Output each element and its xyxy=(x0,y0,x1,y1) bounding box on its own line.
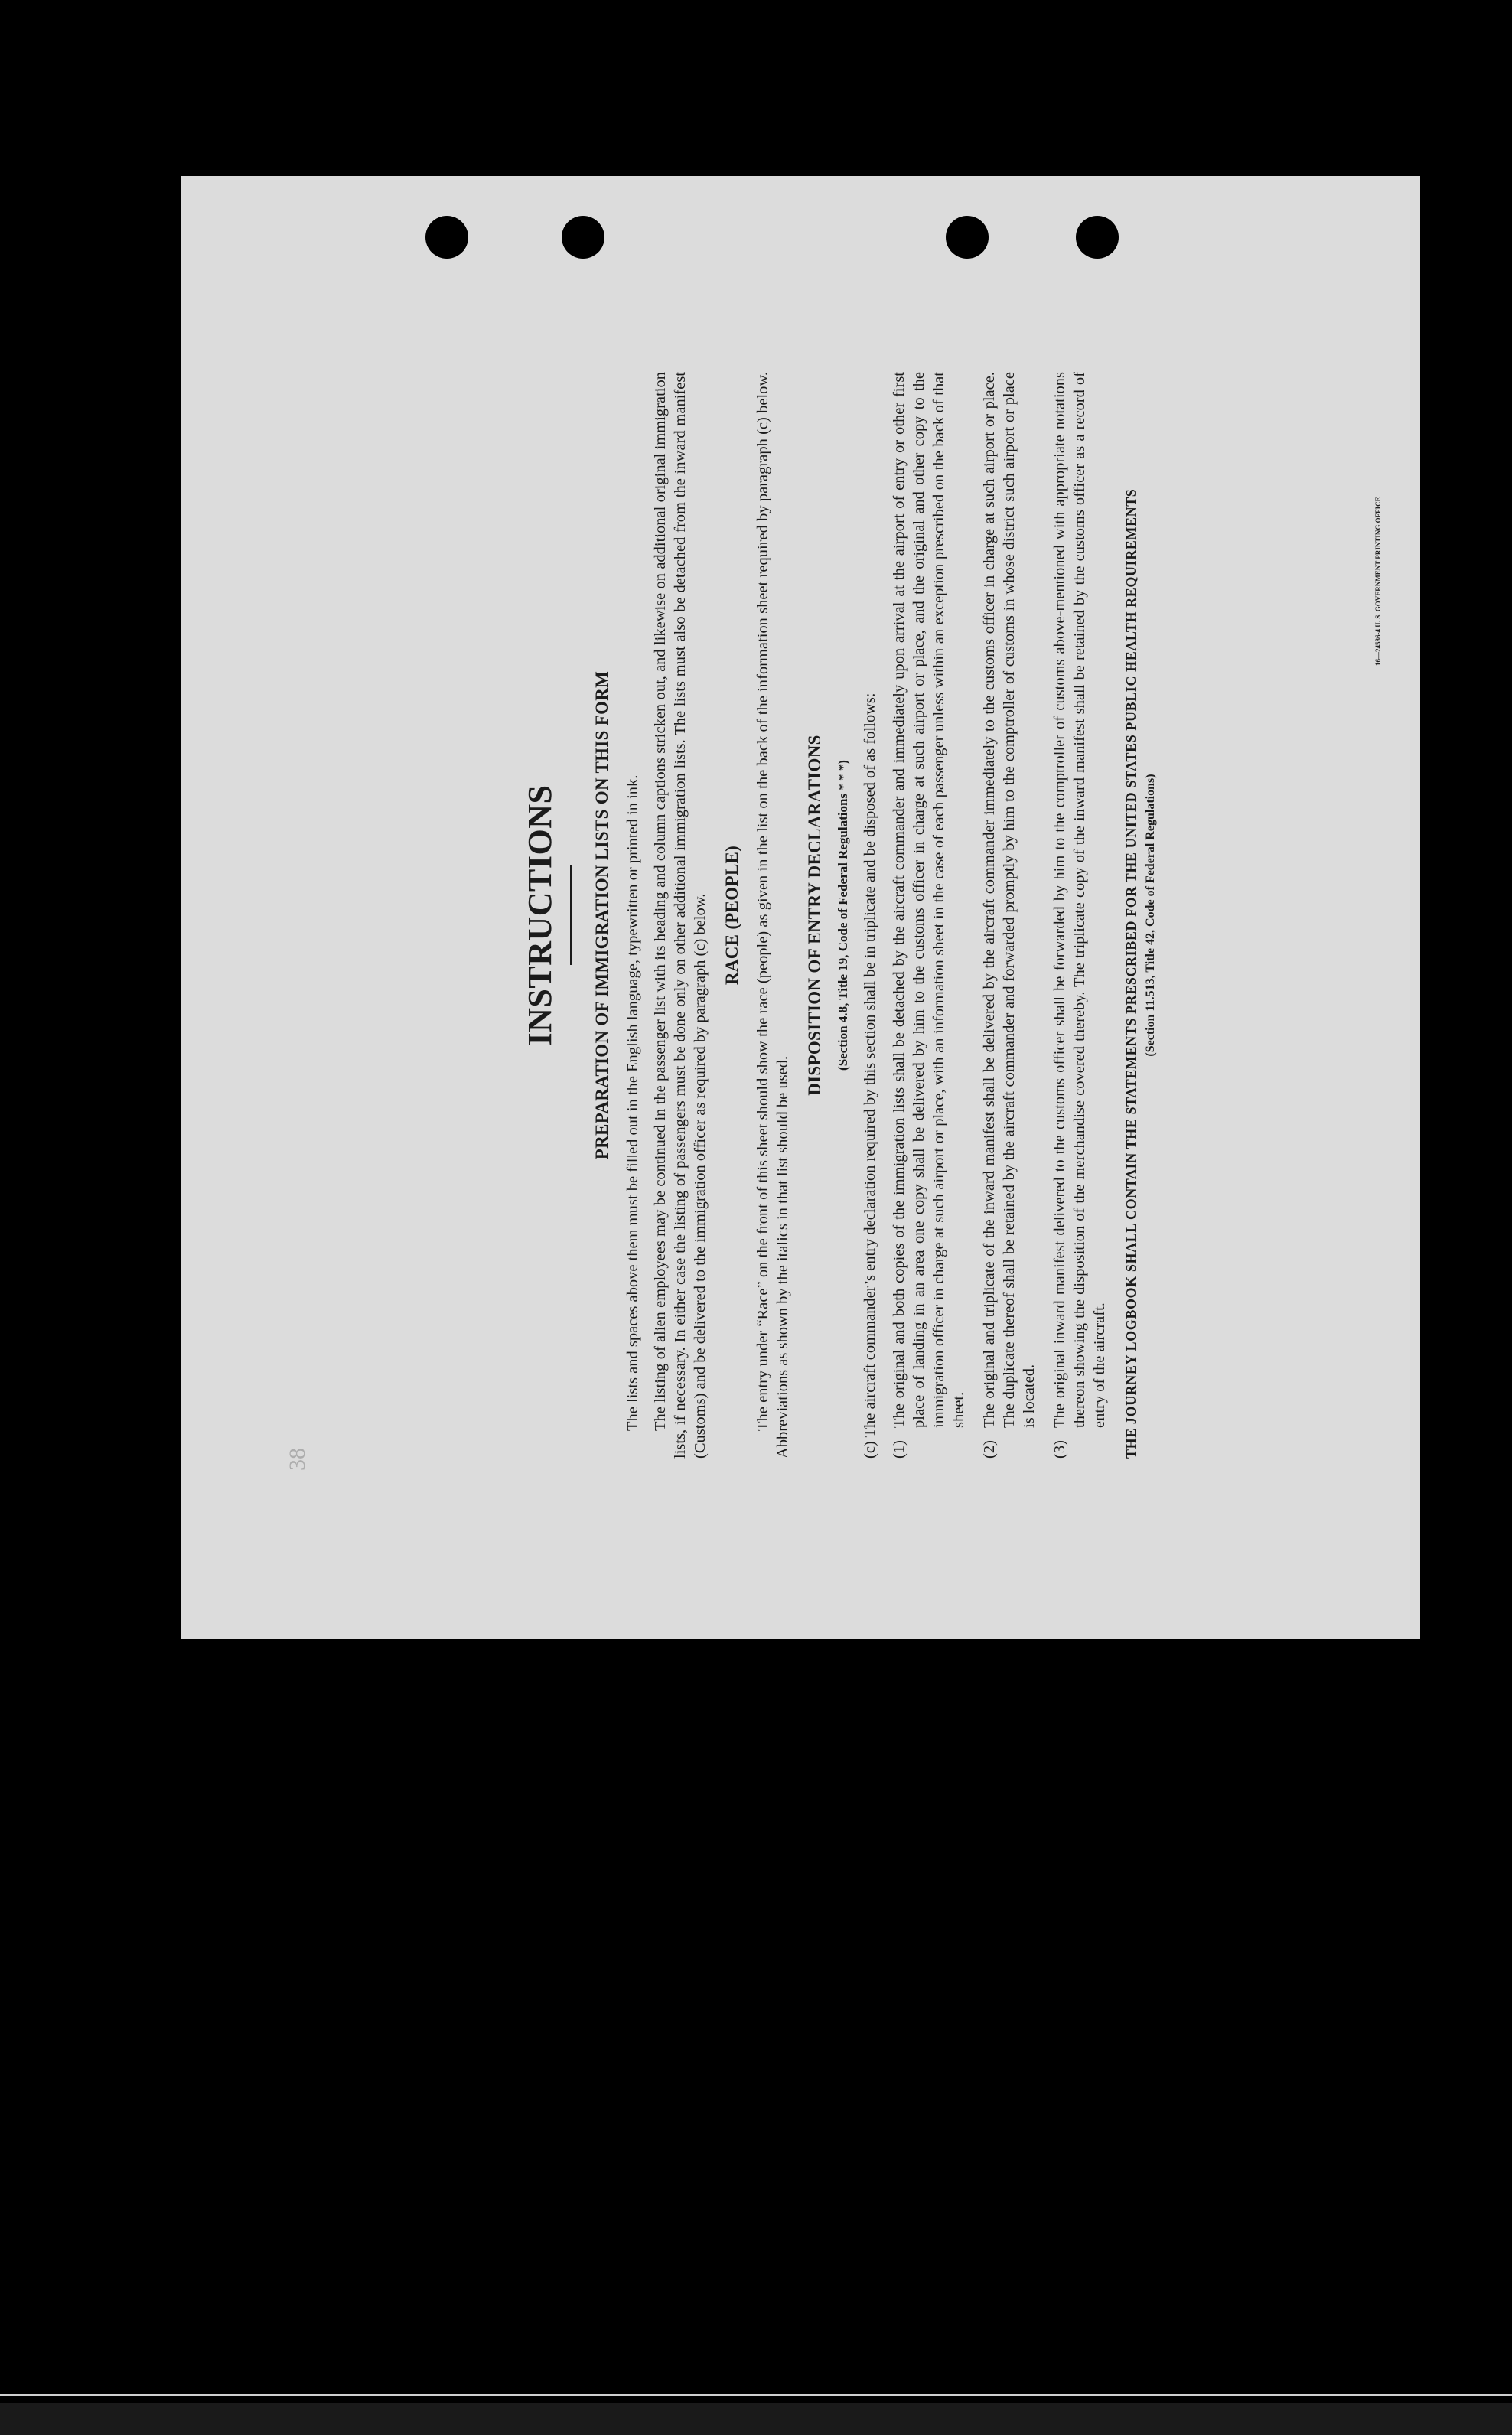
list-item xyxy=(1050,372,1110,1459)
print-code: 16—24586-4 U. S. GOVERNMENT PRINTING OFFICE xyxy=(1374,497,1382,666)
section-heading: DISPOSITION OF ENTRY DECLARATIONS xyxy=(805,735,824,1096)
frame-bottom xyxy=(0,2403,1512,2435)
paragraph: (c) The aircraft commander’s entry declaration required by this section shall be in triplicate and be disposed of as follows: xyxy=(862,693,878,1459)
item-number: (2) xyxy=(981,1440,998,1459)
footer-subheading: (Section 11.513, Title 42, Code of Federal Regulations) xyxy=(1144,774,1157,1057)
paragraph: The listing of alien employees may be continued in the passenger list with its heading and column captions stricken out, and likewise on additional original immigration lists, if necessary. In either case the listing of passengers must be done only on other additional immigration lists. The lists must also be detached from the inward manifest (Customs) and be delivered to the immigration officer as required by paragraph (c) below. xyxy=(652,372,709,1459)
punch-hole xyxy=(1076,216,1119,259)
punch-hole xyxy=(562,216,604,259)
frame-line xyxy=(0,2394,1512,2396)
punch-hole xyxy=(425,216,468,259)
paragraph: The lists and spaces above them must be filled out in the English language, typewritten or printed in ink. xyxy=(624,774,641,1431)
section-subheading: (Section 4.8, Title 19, Code of Federal Regulations * * *) xyxy=(836,760,850,1071)
item-text: The original inward manifest delivered to the customs officer shall be forwarded by him to the comptroller of customs above-mentioned with appropriate notations thereon showing the disposition of the merchandise covered thereby. The triplicate copy of the inward manifest shall be retained by the customs officer as a record of entry of the aircraft. xyxy=(1051,372,1108,1428)
rotated-content xyxy=(502,295,1405,1520)
item-text: The original and triplicate of the inward manifest shall be delivered by the aircraft commander immediately to the customs officer in charge at such airport or place. The duplicate thereof shall be retained by the aircraft commander and forwarded promptly by him to the comptroller of customs in whose district such airport or place is located. xyxy=(981,372,1038,1428)
section-heading: RACE (PEOPLE) xyxy=(722,845,741,986)
punch-hole xyxy=(946,216,989,259)
paragraph: The entry under “Race” on the front of this sheet should show the race (people) as given in the list on the back of the information sheet required by paragraph (c) below. Abbreviations as shown by the italics in that list should be used. xyxy=(754,372,791,1459)
item-number: (3) xyxy=(1051,1440,1068,1459)
page-stamp: 38 xyxy=(285,1448,310,1471)
section-heading: PREPARATION OF IMMIGRATION LISTS ON THIS FORM xyxy=(592,670,611,1160)
footer-heading: THE JOURNEY LOGBOOK SHALL CONTAIN THE STATEMENTS PRESCRIBED FOR THE UNITED STATES PUBLIC HEALTH REQUIREMENTS xyxy=(1123,488,1139,1459)
item-number: (1) xyxy=(891,1440,908,1459)
list-item xyxy=(889,372,969,1459)
title-rule xyxy=(570,865,572,965)
item-text: The original and both copies of the immigration lists shall be detached by the aircraft commander and immediately upon arrival at the airport of entry or other first place of landing in an area one copy shall be delivered by him to the customs officer in charge at such airport or place, and the original and other copy to the immigration officer in charge at such airport or place, with an information sheet in the case of each passenger unless within an exception prescribed on the back of that sheet. xyxy=(891,372,967,1428)
document-page xyxy=(181,176,1420,1639)
list-item xyxy=(979,372,1039,1459)
page-title: INSTRUCTIONS xyxy=(521,784,559,1046)
